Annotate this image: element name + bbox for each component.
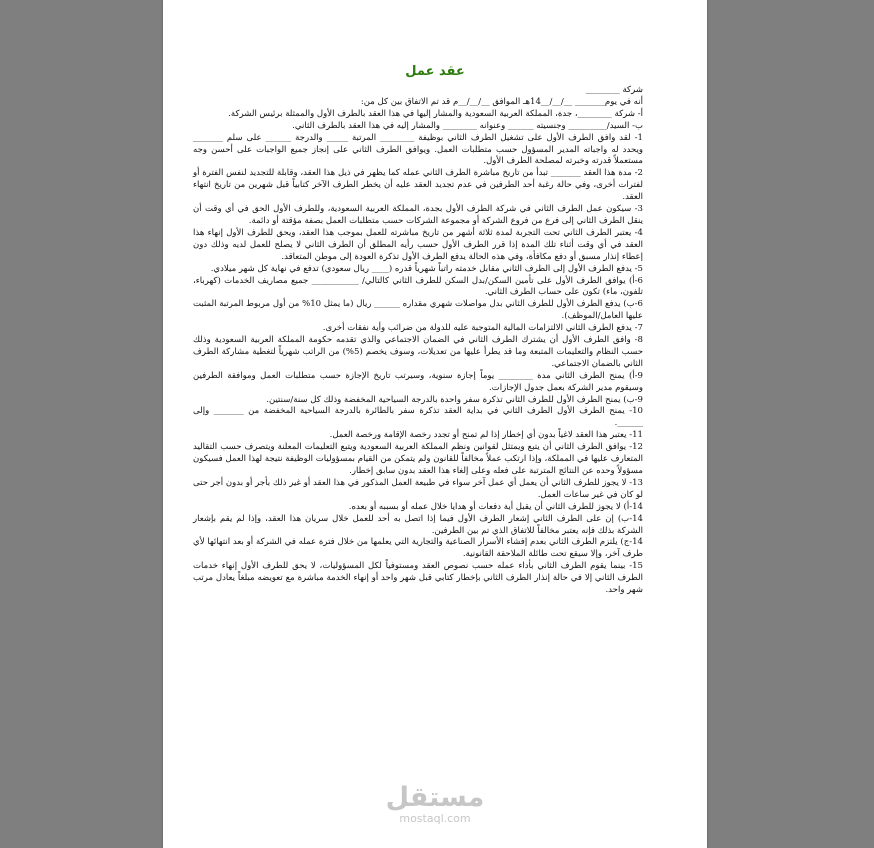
watermark-domain: mostaql.com: [399, 812, 471, 825]
paragraph: 9-أ) يمنح الطرف الثاني مدة ________ يوماً إجازة سنوية، وسيرتب تاريخ الإجازة حسب متطلبات العمل وموافقة الطرفين وسيقوم مدير الشركة بعمل جدول الإجازات.: [193, 370, 643, 393]
paragraph: 2- مدة هذا العقد _______ تبدأ من تاريخ مباشرة الطرف الثاني عمله كما يظهر في ذيل هذا العقد، وقابلة للتجديد لنفس الفترة أو لفترات أخرى، وفي حالة رغبة أحد الطرفين في عدم تجديد العقد عليه أن يخطر الطرف الآخر كتابياً قبل شهرين من تاريخ انتهاء العقد.: [193, 168, 643, 203]
document-page: [163, 0, 707, 848]
contract-body: [193, 85, 643, 597]
paragraph: ب- السيد/_________ وجنسيته ______ وعنوانه ________ والمشار إليه في هذا العقد بالطرف الثاني.: [292, 120, 643, 131]
paragraph: 4- يعتبر الطرف الثاني تحت التجربة لمدة ثلاثة أشهر من تاريخ مباشرته للعمل بموجب هذا العقد، ويحق للطرف الأول إنهاء هذا العقد في أي وقت أثناء تلك المدة إذا قرر الطرف الأول حسب رأيه المطلق أن الطرف الثاني لا يصلح للعمل لديه وذلك دون إعطاء إنذار مسبق أو دفع مكافأة، وفي هذه الحالة يدفع الطرف الأول تذكرة العودة إلى موطن المتعاقد.: [193, 227, 643, 262]
watermark-logo: مستقل: [385, 782, 485, 813]
paragraph: شركة ________: [585, 85, 643, 95]
paragraph: 14-أ) لا يجوز للطرف الثاني أن يقبل أية دفعات أو هدايا خلال عمله أو بسببه أو بعده.: [348, 501, 643, 512]
paragraph: أ- شركة ________، جدة، المملكة العربية السعودية والمشار إليها في هذا العقد بالطرف الأول والممثلة برئيس الشركة.: [228, 108, 643, 119]
paragraph: 14-ج) يلتزم الطرف الثاني بعدم إفشاء الأسرار الصناعية والتجارية التي يعلمها من خلال فترة عمله في الشركة أو بعد انتهائها لأي طرف آخر، وإلا سيقع تحت طائلة الملاحقة القانونية.: [193, 537, 643, 560]
paragraph: 1- لقد وافق الطرف الأول على تشغيل الطرف الثاني بوظيفة ________ المرتبة _____ والدرجة ______ على سلم _______ ويحدد له واجباته المدير المسؤول حسب متطلبات العمل. ويوافق الطرف الثاني على إنجاز جميع الواجبات على أحسن وجه مستعملاً قدرته وخبرته لمصلحة الطرف الأول.: [193, 132, 643, 167]
paragraph: 10- يمنح الطرف الأول الطرف الثاني في بداية العقد تذكرة سفر بالطائرة بالدرجة السياحية المخفضة من _______ وإلى ______.: [193, 406, 643, 429]
paragraph: 8- وافق الطرف الأول أن يشترك الطرف الثاني في الضمان الاجتماعي والذي تقدمه حكومة المملكة العربية السعودية وذلك حسب النظام والتعليمات المتبعة وما قد يطرأ عليها من تعديلات، وسوف يخصم (5%) من الراتب شهرياً لتغطية مشاركة الطرف الثاني بالضمان الاجتماعي.: [193, 335, 643, 369]
paragraph: 7- يدفع الطرف الثاني الالتزامات المالية المتوجبة عليه للدولة من ضرائب وأية نفقات أخرى.: [322, 323, 643, 334]
document-title: عقد عمل: [405, 64, 465, 79]
paragraph: 6-أ) يوافق الطرف الأول على تأمين السكن/بدل السكن للطرف الثاني كالتالي/ ___________ جميع مصاريف الخدمات (كهرباء، تلفون، ماء) تكون على حساب الطرف الثاني.: [193, 275, 643, 298]
paragraph: 12- يوافق الطرف الثاني أن يتبع ويمتثل لقوانين ونظم المملكة العربية السعودية ويتبع التعليمات المعلنة ويتصرف حسب التقاليد المتعارف عليها في المملكة، وإذا ارتكب عملاً مخالفاً للقانون ولم يتمكن من القيام بمسؤوليات الوظيفة نتيجة لهذا العمل فسيكون مسؤولاً وحده عن النتائج المترتبة على فعله وعلى إلغاء هذا العقد بدون سابق إخطار.: [193, 442, 643, 476]
paragraph: 6-ب) يدفع الطرف الأول للطرف الثاني بدل مواصلات شهري مقداره ______ ريال (ما يمثل 10% من أول مربوط المرتبة المثبت عليها العامل/الموظف).: [193, 299, 643, 322]
watermark: [385, 783, 485, 825]
paragraph: 11- يعتبر هذا العقد لاغياً بدون أي إخطار إذا لم تمنح أو تجدد رخصة الإقامة ورخصة العمل.: [329, 430, 643, 441]
paragraph: 9-ب) يمنح الطرف الأول للطرف الثاني تذكرة سفر واحدة بالدرجة السياحية المخفضة وذلك كل سنة/سنتين.: [266, 394, 643, 405]
paragraph: أنه في يوم_______ __/__/__14هـ الموافق __/__/__م قد تم الاتفاق بين كل من:: [360, 96, 643, 107]
paragraph: 15- بينما يقوم الطرف الثاني بأداء عمله حسب نصوص العقد ومستوفياً لكل المسؤوليات، لا يحق للطرف الأول إنهاء خدمات الطرف الثاني إلا في حالة إنذار الطرف الثاني بإخطار كتابي قبل شهر واحد أو إنهاء الخدمة مباشرة مع تعويضه مبلغاً يعادل مرتب شهر واحد.: [193, 561, 643, 596]
paragraph: 14-ب) إن على الطرف الثاني إشعار الطرف الأول فيما إذا اتصل به أحد للعمل خلال سريان هذا العقد، وإذا لم يقم بإشعار الشركة بذلك فإنه يعتبر مخالفاً للاتفاق الذي تم بين الطرفين.: [193, 513, 643, 536]
paragraph: 5- يدفع الطرف الأول إلى الطرف الثاني مقابل خدمته راتباً شهرياً قدره (____ ريال سعودي) تدفع في نهاية كل شهر ميلادي.: [210, 263, 643, 274]
paragraph: 13- لا يجوز للطرف الثاني أن يعمل أي عمل آخر سواء في طبيعة العمل المذكور في هذا العقد أو غير ذلك بأجر أو بدون أجر حتى لو كان في غير ساعات العمل.: [193, 477, 643, 500]
paragraph: 3- سيكون عمل الطرف الثاني في شركة الطرف الأول بجدة، المملكة العربية السعودية، وللطرف الأول الحق في أي وقت أن ينقل الطرف الثاني إلى فرع من فروع الشركة أو مجموعة الشركات حسب متطلبات العمل بصفة مؤقتة أو دائمة.: [193, 204, 643, 226]
